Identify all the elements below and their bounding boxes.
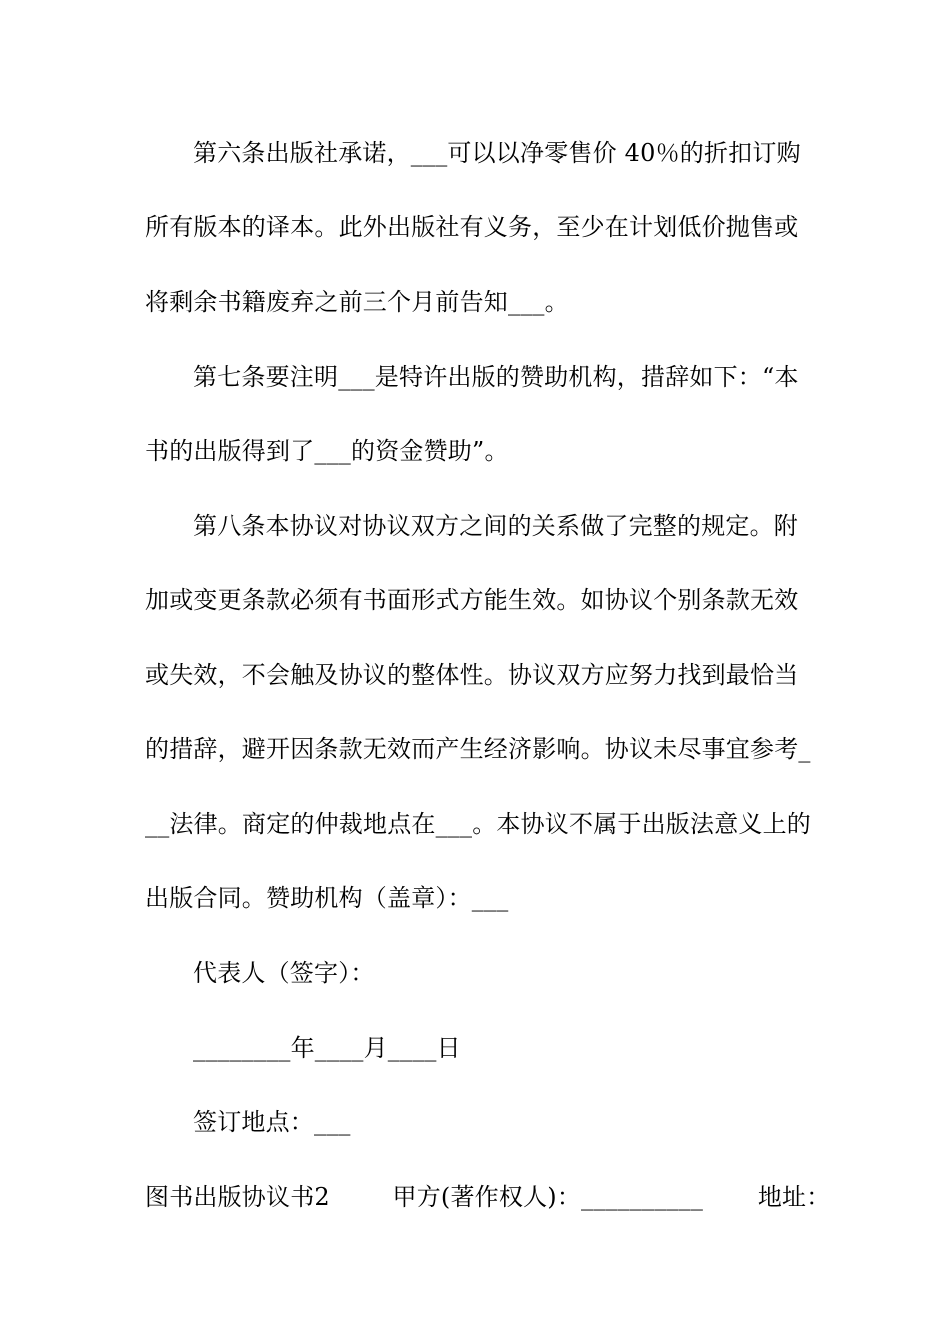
date-line: ________年____月____日 [193, 1034, 461, 1062]
article-8-line-2: 加或变更条款必须有书面形式方能生效。如协议个别条款无效 [145, 586, 799, 614]
article-6-line-2: 所有版本的译本。此外出版社有义务，至少在计划低价抛售或 [145, 213, 799, 241]
representative-signature-line: 代表人（签字）： [193, 959, 375, 987]
signing-place-line: 签订地点：___ [193, 1108, 351, 1136]
sponsor-seal-line: 出版合同。赞助机构（盖章）：___ [145, 884, 509, 912]
article-8-line-1: 第八条本协议对协议双方之间的关系做了完整的规定。附 [193, 512, 798, 540]
agreement-2-heading-line: 图书出版协议书2 甲方(著作权人)：__________ 地址： [145, 1183, 831, 1211]
article-7-line-2: 书的出版得到了___的资金赞助”。 [145, 437, 509, 465]
article-8-line-4: 的措辞，避开因条款无效而产生经济影响。协议未尽事宜参考_ [145, 735, 811, 763]
article-8-line-5: __法律。商定的仲裁地点在___。本协议不属于出版法意义上的 [145, 810, 811, 838]
article-6-line-1: 第六条出版社承诺，___可以以净零售价 40％的折扣订购 [193, 139, 801, 167]
article-7-line-1: 第七条要注明___是特许出版的赞助机构，措辞如下：“本 [193, 363, 799, 391]
article-8-line-3: 或失效，不会触及协议的整体性。协议双方应努力找到最恰当 [145, 661, 799, 689]
article-6-line-3: 将剩余书籍废弃之前三个月前告知___。 [145, 288, 569, 316]
